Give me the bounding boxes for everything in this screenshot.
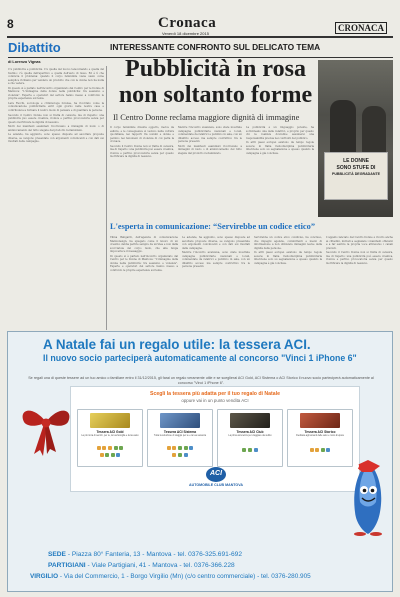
photo-sign-line: PUBBLICITÀ DEGRADANTE xyxy=(331,172,381,176)
article-photo xyxy=(318,60,393,217)
byline: di Lorenzo Vignas xyxy=(8,60,41,64)
body-paragraph: In altri paesi europei esistono da tempo regole severe; in Italia l'autodisciplina pubblicitaria interviene solo su segnalazione e spesso quando la campagna è già conclusa. xyxy=(254,251,322,265)
card-aci-storico-description: Dedicata agli amanti delle auto e moto d'epoca xyxy=(296,435,344,437)
card-aci-gold-services xyxy=(82,446,138,451)
service-icon xyxy=(178,446,182,450)
body-paragraph: Di questo si è parlato nell'incontro organizzato dal Centro per le Donne di Mantova: "L'immagine della donna nella pubblicità: tra sessismo e violenza". Esperte e operatori del settore hanno messo a confronto le proprie esperienze sul tema. xyxy=(110,254,178,272)
gift-ribbon-icon xyxy=(16,396,76,456)
body-paragraph: C'è pubblicità e pubblicità. C'è quella del nuovo telecomando e quella del fustino; c'è quella dell'aperitivo e quella dell'auto di lusso. Ed è lì che comincia il problema: quando il corpo femminile viene usato come semplice richiamo per vendere un prodotto che con le donne non ha nulla a che vedere. xyxy=(8,68,104,86)
address-label: SEDE xyxy=(48,551,66,558)
body-paragraph: In altri paesi europei esistono da tempo regole severe; in Italia l'autodisciplina pubblicitaria interviene solo su segnalazione e spesso quando la campagna è già conclusa. xyxy=(246,141,314,155)
lower-column-4 xyxy=(326,236,393,328)
body-paragraph: Mentre l'incontro avanzava, sono state mostrate campagne pubblicitarie nazionali e locali, commentate da relatrici e pubblico in sala, con un dibattito acceso ma sempre costruttivo tra le persone presenti. xyxy=(178,126,242,144)
address-sede xyxy=(48,551,378,558)
address-partigiani xyxy=(48,562,378,569)
kicker: Dibattito xyxy=(8,40,61,55)
card-aci-gold-description: La più ricca di servizi, per te, la tua famiglia e la tua auto xyxy=(81,435,139,437)
body-paragraph: L'appello lanciato dal Centro Donne è rivolto anche ai cittadini, invitati a segnalare i manifesti offensivi e a far sentire la propria voce attraverso i canali previsti. xyxy=(326,236,393,250)
photo-sign-line: SONO STUFE DI xyxy=(336,164,376,171)
box-title: Scegli la tessera più adatta per il tuo regalo di Natale xyxy=(149,391,281,397)
address-label: VIRGILIO xyxy=(30,573,59,580)
body-paragraph: Il corpo femminile diventa oggetto, merce da esibire, e le conseguenze si vedono nella cultura quotidiana, nei rapporti tra uomini e donne e persino nei fenomeni di violenza di cui parla la cronaca. xyxy=(110,126,174,144)
card-aci-club[interactable] xyxy=(217,409,283,467)
service-icon xyxy=(184,453,188,457)
aci-advertisement xyxy=(7,331,393,592)
card-aci-sistema-description: Tutta la soluzione di viaggio per te e la tua vacanza xyxy=(153,435,207,437)
card-aci-storico-title: Tessera ACI Storico xyxy=(304,430,336,434)
service-icon xyxy=(248,448,252,452)
header-rule xyxy=(7,36,393,38)
subhead: L'esperta in comunicazione: “Servirebbe un codice etico” xyxy=(110,222,316,231)
photo-sign-line: LE DONNE xyxy=(343,158,369,164)
club-name: AUTOMOBILE CLUB MANTOVA xyxy=(189,483,243,487)
ad-subline: Il nuovo socio parteciperà automaticamente al concorso "Vinci 1 iPhone 6" xyxy=(43,353,357,363)
service-icon xyxy=(167,446,171,450)
body-paragraph: Servirebbe un codice etico condiviso, ha concluso, che impegni agenzie, committenti e mezzi di informazione a non utilizzare immagini lesive della dignità delle persone. xyxy=(254,236,322,250)
service-icon xyxy=(184,446,188,450)
card-aci-gold[interactable] xyxy=(77,409,143,467)
address-text: - Via del Commercio, 1 - Borgo Virgilio (Mn) (c/o centro commerciale) - tel. 0376-280.905 xyxy=(59,573,311,580)
card-selection-box xyxy=(70,386,360,492)
body-column-3 xyxy=(178,126,242,220)
body-column-1 xyxy=(8,68,104,329)
body-column-4 xyxy=(246,126,314,220)
service-icon xyxy=(189,446,193,450)
address-text: - Viale Partigiani, 41 - Mantova - tel. 0376-366.228 xyxy=(87,562,235,569)
card-aci-storico-services xyxy=(292,448,348,453)
body-paragraph: Molti dei manifesti esaminati ricorrevano a immagini di nudo o di ammiccamento del tutto slegate dal prodotto reclamizzato. xyxy=(178,144,242,155)
aci-logo-text: ACI xyxy=(209,470,223,477)
ad-body: Se regali una di queste tessere ad un tuo amico o familiare entro il 31/12/2015, gli farai un regalo veramente utile e se sceglierai ACI Gold, ACI Sistema o ACI Storico il nuovo socio parteciperà automaticamente al concorso "Vinci 1 iPhone 6". xyxy=(28,376,374,385)
service-icon xyxy=(178,453,182,457)
service-icon xyxy=(102,446,106,450)
card-aci-club-title: Tessera ACI Club xyxy=(236,430,264,434)
body-paragraph: Le aziende, ha aggiunto, sono spesso disposte ad ascoltare proposte diverse, se vengono presentate con argomenti convincenti e con dati sui risultati delle campagne. xyxy=(182,236,250,250)
ad-headline: A Natale fai un regalo utile: la tessera ACI. xyxy=(43,337,311,352)
service-icon xyxy=(108,446,112,450)
service-icon xyxy=(321,448,325,452)
service-icon xyxy=(116,453,120,457)
service-icon xyxy=(254,448,258,452)
card-aci-gold-image xyxy=(90,413,130,428)
service-icon xyxy=(315,448,319,452)
lower-column-2 xyxy=(182,236,250,328)
card-aci-club-image xyxy=(230,413,270,428)
service-icon xyxy=(97,446,101,450)
card-aci-sistema-image xyxy=(160,413,200,428)
card-aci-club-description: La prima sicurezza per viaggiare da subito xyxy=(228,435,272,437)
card-aci-storico[interactable] xyxy=(287,409,353,467)
service-icon xyxy=(105,453,109,457)
service-icon xyxy=(114,446,118,450)
card-aci-storico-image xyxy=(300,413,340,428)
body-paragraph: Le aziende, ha aggiunto, sono spesso disposte ad ascoltare proposte diverse, se vengono presentate con argomenti convincenti e con dati sui risultati delle campagne. xyxy=(8,133,104,144)
body-paragraph: Lara Facchi, sociologa e criminologa forense, ha ricordato come la comunicazione pubblicitaria entri ogni giorno nelle nostre case e contribuisca a formare il nostro modo di pensare e di guardare le persone. xyxy=(8,101,104,113)
section-title: Cronaca xyxy=(158,15,217,31)
aci-mascot-icon xyxy=(348,460,388,536)
headline xyxy=(108,56,323,108)
body-paragraph: Di questo si è parlato nell'incontro organizzato dal Centro per le Donne di Mantova: "L'immagine della donna nella pubblicità: tra sessismo e violenza". Esperte e operatori del settore hanno messo a confronto le proprie esperienze sul tema. xyxy=(8,86,104,101)
card-aci-sistema-services xyxy=(152,453,208,458)
aci-logo xyxy=(187,467,245,489)
body-paragraph: Vilma Baligardi, dell'agenzia di comunicazione Mantodesign, ha spiegato come il lavoro di un creativo debba partire sempre da un'idea e non dalla scorciatoia del corpo nudo, che alla lunga impoverisce il messaggio. xyxy=(110,236,178,254)
overline: INTERESSANTE CONFRONTO SUL DELICATO TEMA xyxy=(110,42,321,52)
card-aci-sistema-title: Tessera ACI Sistema xyxy=(163,430,197,434)
headline-line-1: Pubblicità in rosa xyxy=(125,56,306,82)
card-aci-sistema[interactable] xyxy=(147,409,213,467)
body-paragraph: La pubblicità è un linguaggio potente, ha sottolineato una delle relatrici, e proprio per questo chi la realizza dovrebbe assumersi una responsabilità precisa nei confronti del pubblico. xyxy=(246,126,314,140)
body-column-2 xyxy=(110,126,174,220)
service-icon xyxy=(119,446,123,450)
column-divider xyxy=(106,66,107,330)
photo-protest-sign xyxy=(324,152,388,200)
service-icon xyxy=(100,453,104,457)
body-paragraph: Molti dei manifesti esaminati ricorrevano a immagini di nudo o di ammiccamento del tutto slegate dal prodotto reclamizzato. xyxy=(8,125,104,132)
headline-line-2: non soltanto forme xyxy=(118,82,313,108)
service-icon xyxy=(172,446,176,450)
card-aci-gold-title: Tessera ACI Gold xyxy=(96,430,124,434)
section-tag: CRONACA xyxy=(335,22,387,34)
card-aci-club-services xyxy=(222,448,278,453)
service-icon xyxy=(172,453,176,457)
body-paragraph: Secondo il Centro Donne non si tratta di censura, ma di rispetto: una pubblicità può essere creativa, ironica e perfino provocatoria senza per questo mortificare la dignità di nessuno. xyxy=(326,251,393,265)
address-virgilio xyxy=(30,573,390,580)
page-number: 8 xyxy=(7,17,14,31)
service-icon xyxy=(310,448,314,452)
card-aci-gold-services xyxy=(82,453,138,458)
body-paragraph: Mentre l'incontro avanzava, sono state mostrate campagne pubblicitarie nazionali e locali, commentate da relatrici e pubblico in sala, con un dibattito acceso ma sempre costruttivo tra le persone presenti. xyxy=(182,251,250,269)
card-aci-sistema-services xyxy=(152,446,208,451)
lower-column-1 xyxy=(110,236,178,328)
service-icon xyxy=(242,448,246,452)
body-paragraph: Secondo il Centro Donne non si tratta di censura, ma di rispetto: una pubblicità può essere creativa, ironica e perfino provocatoria senza per questo mortificare la dignità di nessuno. xyxy=(8,113,104,124)
service-icon xyxy=(111,453,115,457)
lower-column-3 xyxy=(254,236,322,328)
address-text: - Piazza 80° Fanteria, 13 - Mantova - tel. 0376-325.691-692 xyxy=(67,551,242,558)
box-subtitle: oppure vai in un punto vendita ACI xyxy=(181,398,249,403)
issue-date: Venerdì 18 dicembre 2015 xyxy=(162,31,209,36)
body-paragraph: Secondo il Centro Donne non si tratta di censura, ma di rispetto: una pubblicità può essere creativa, ironica e perfino provocatoria senza per questo mortificare la dignità di nessuno. xyxy=(110,144,174,159)
address-label: PARTIGIANI xyxy=(48,562,86,569)
deck: Il Centro Donne reclama maggiore dignità di immagine xyxy=(113,113,300,122)
service-icon xyxy=(326,448,330,452)
